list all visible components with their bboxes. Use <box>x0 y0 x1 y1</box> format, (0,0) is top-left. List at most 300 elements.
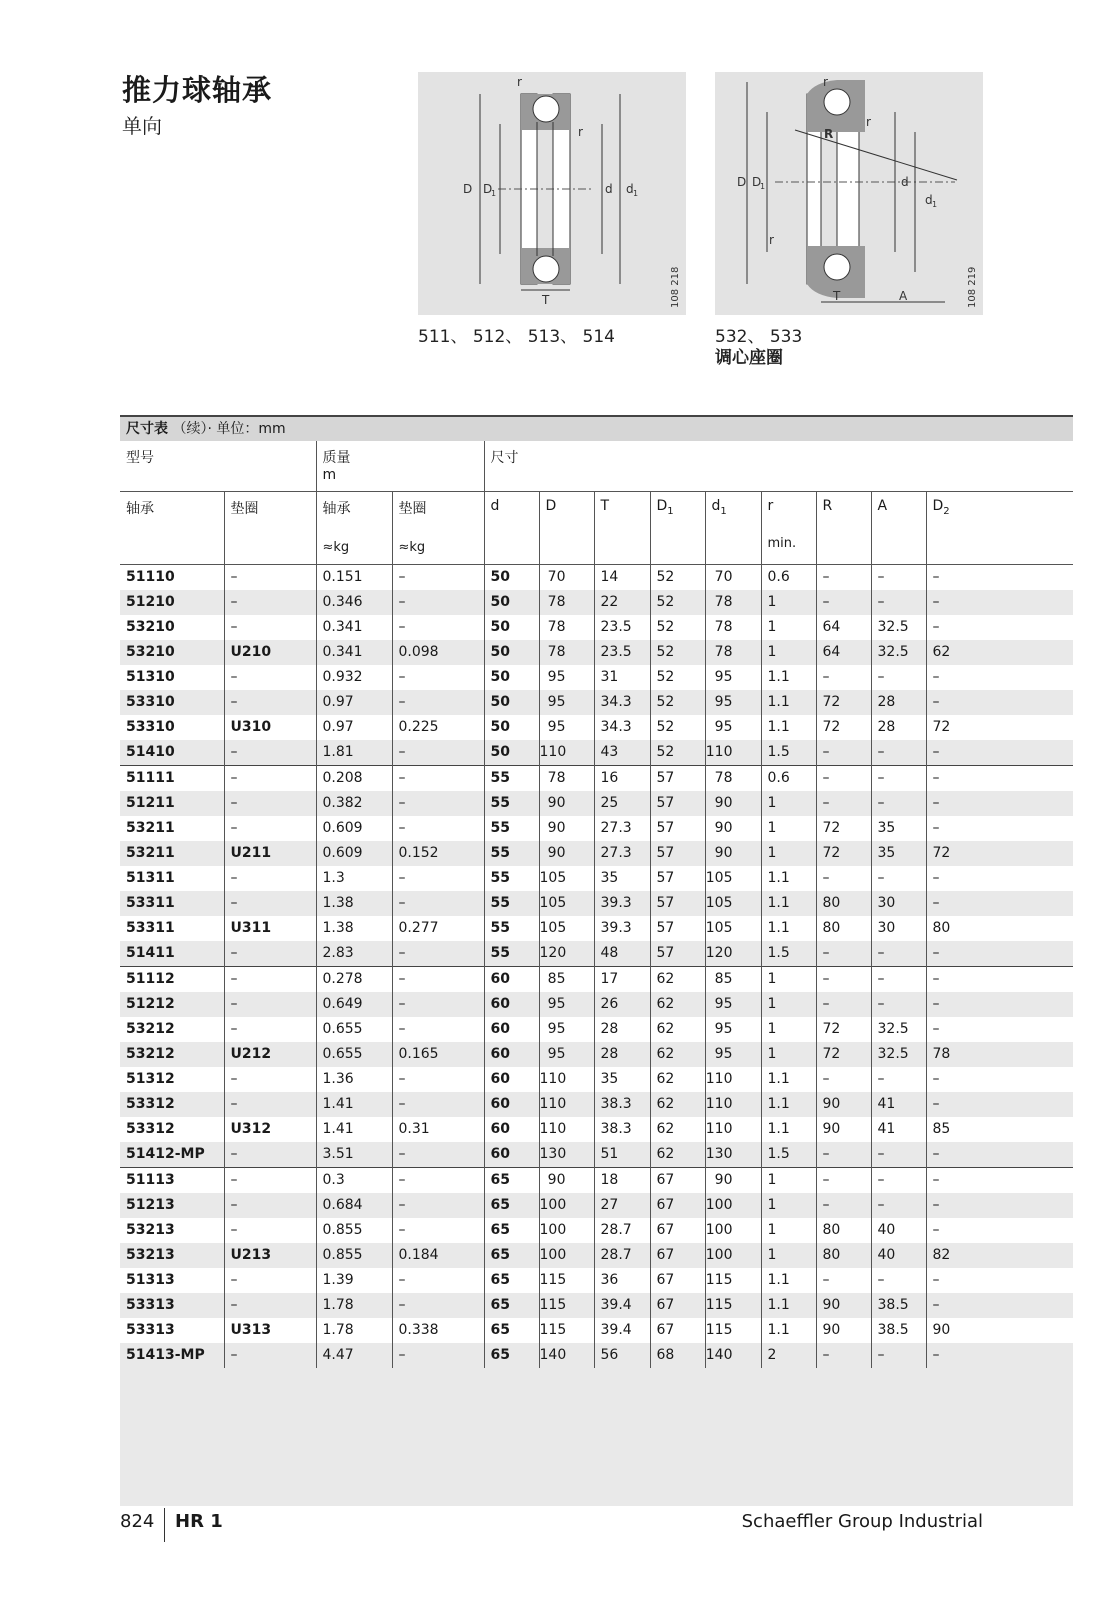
cell-washer: – <box>224 615 316 640</box>
cell-D: 120 <box>539 941 594 967</box>
cell-washer: U310 <box>224 715 316 740</box>
table-title-rest: （续）· 单位：mm <box>172 421 286 437</box>
cell-A: 38.5 <box>871 1293 926 1318</box>
cell-D1: 62 <box>650 1092 705 1117</box>
cell-d: 65 <box>484 1243 539 1268</box>
cell-D2: – <box>926 740 1073 766</box>
cell-T: 17 <box>594 967 650 993</box>
cell-d: 55 <box>484 841 539 866</box>
cell-D2: – <box>926 1218 1073 1243</box>
cell-A: 30 <box>871 891 926 916</box>
cell-R: – <box>816 1142 871 1168</box>
cell-r: 1 <box>761 1168 816 1194</box>
svg-text:r: r <box>866 115 871 129</box>
cell-D2: 80 <box>926 916 1073 941</box>
cell-A: – <box>871 665 926 690</box>
header-mass-bearing <box>316 492 392 565</box>
cell-D2: 90 <box>926 1318 1073 1343</box>
cell-A: 30 <box>871 916 926 941</box>
cell-T: 39.3 <box>594 891 650 916</box>
cell-D2: – <box>926 816 1073 841</box>
cell-d1: 90 <box>705 1168 761 1194</box>
cell-d: 65 <box>484 1168 539 1194</box>
cell-mass-washer: – <box>392 665 484 690</box>
cell-T: 35 <box>594 866 650 891</box>
header-washer: 垫圈 <box>224 492 316 565</box>
cell-D: 90 <box>539 816 594 841</box>
cell-D1: 68 <box>650 1343 705 1368</box>
svg-text:T: T <box>542 293 550 307</box>
cell-R: 80 <box>816 916 871 941</box>
cell-d: 50 <box>484 690 539 715</box>
cell-mass-washer: – <box>392 1142 484 1168</box>
cell-A: 28 <box>871 690 926 715</box>
cell-R: 72 <box>816 715 871 740</box>
table-row <box>120 715 1073 740</box>
figure-code: 108 219 <box>967 266 978 308</box>
header-T: T <box>594 492 650 565</box>
table-row <box>120 1168 1073 1194</box>
cell-D1: 52 <box>650 665 705 690</box>
cell-d: 55 <box>484 791 539 816</box>
cell-D1: 62 <box>650 1067 705 1092</box>
cell-T: 48 <box>594 941 650 967</box>
cell-d1: 95 <box>705 1042 761 1067</box>
cell-bearing: 51311 <box>126 870 175 886</box>
cell-A: – <box>871 740 926 766</box>
cell-D1: 62 <box>650 992 705 1017</box>
cell-bearing: 51213 <box>120 1193 224 1218</box>
svg-text:r: r <box>823 75 828 89</box>
table-row <box>120 640 1073 665</box>
cell-mass-bearing: 0.684 <box>316 1193 392 1218</box>
footer-divider <box>164 1508 165 1542</box>
cell-D2: – <box>926 1092 1073 1117</box>
cell-washer: – <box>224 967 316 993</box>
cell-washer: – <box>224 665 316 690</box>
cell-r: 1 <box>761 841 816 866</box>
cell-mass-bearing: 0.609 <box>316 816 392 841</box>
cell-A: 32.5 <box>871 640 926 665</box>
header-A: A <box>871 492 926 565</box>
svg-text:T: T <box>833 289 841 303</box>
cell-washer: U211 <box>224 841 316 866</box>
cell-washer: – <box>224 766 316 792</box>
cell-washer: – <box>224 866 316 891</box>
cell-d: 60 <box>484 1042 539 1067</box>
cell-D1: 52 <box>650 690 705 715</box>
cell-D1: 67 <box>650 1268 705 1293</box>
cell-d1: 115 <box>705 1318 761 1343</box>
unit-min: min. <box>767 536 797 551</box>
cell-A: – <box>871 1268 926 1293</box>
cell-D: 110 <box>539 740 594 766</box>
cell-D: 78 <box>539 615 594 640</box>
cell-mass-bearing: 0.655 <box>316 1042 392 1067</box>
table-row <box>120 615 1073 640</box>
cell-D2: 82 <box>926 1243 1073 1268</box>
cell-T: 27 <box>594 1193 650 1218</box>
cell-r: 1.1 <box>761 715 816 740</box>
cell-mass-washer: – <box>392 1168 484 1194</box>
header-bearing: 轴承 <box>120 492 224 565</box>
table-row <box>120 1243 1073 1268</box>
cell-r: 1 <box>761 590 816 615</box>
header-r <box>761 492 816 565</box>
cell-d: 60 <box>484 1117 539 1142</box>
cell-mass-bearing: 0.655 <box>316 1017 392 1042</box>
cell-bearing: 53311 <box>126 920 175 936</box>
cell-A: – <box>871 967 926 993</box>
cell-R: 64 <box>816 615 871 640</box>
cell-D: 115 <box>539 1318 594 1343</box>
cell-mass-bearing: 1.36 <box>316 1067 392 1092</box>
cell-washer: – <box>224 1193 316 1218</box>
table-row <box>120 1218 1073 1243</box>
cell-mass-washer: – <box>392 740 484 766</box>
cell-washer: – <box>224 1142 316 1168</box>
bearing-drawing-511 <box>418 72 686 315</box>
cell-r: 1 <box>761 1017 816 1042</box>
header-mass-washer <box>392 492 484 565</box>
cell-d: 65 <box>484 1343 539 1368</box>
table-row <box>120 1017 1073 1042</box>
cell-bearing: 51410 <box>120 740 224 766</box>
cell-r: 1 <box>761 1218 816 1243</box>
cell-washer: – <box>224 816 316 841</box>
cell-R: – <box>816 1067 871 1092</box>
cell-D2: – <box>926 967 1073 993</box>
cell-d: 55 <box>484 941 539 967</box>
cell-D2: – <box>926 565 1073 591</box>
cell-r: 0.6 <box>761 565 816 591</box>
table-body <box>120 565 1073 1369</box>
cell-D1: 57 <box>650 941 705 967</box>
cell-D2: – <box>926 891 1073 916</box>
cell-d: 50 <box>484 665 539 690</box>
svg-text:D: D <box>752 175 762 189</box>
table-row <box>120 916 1073 941</box>
cell-D1: 52 <box>650 740 705 766</box>
cell-T: 35 <box>594 1067 650 1092</box>
cell-T: 43 <box>594 740 650 766</box>
svg-text:1: 1 <box>491 189 497 198</box>
cell-R: 64 <box>816 640 871 665</box>
cell-mass-washer: – <box>392 1193 484 1218</box>
cell-d1: 78 <box>705 640 761 665</box>
cell-D2: – <box>926 615 1073 640</box>
cell-d: 55 <box>484 816 539 841</box>
cell-washer: – <box>224 1343 316 1368</box>
cell-D2: 72 <box>926 841 1073 866</box>
cell-bearing: 51111 <box>120 766 224 792</box>
cell-mass-bearing: 0.151 <box>316 565 392 591</box>
cell-T: 27.3 <box>594 816 650 841</box>
cell-mass-washer: 0.098 <box>392 640 484 665</box>
cell-r: 1.1 <box>761 891 816 916</box>
cell-r: 1.5 <box>761 1142 816 1168</box>
table-row <box>120 841 1073 866</box>
unit-kg: ≈kg <box>398 540 426 555</box>
cell-D: 110 <box>539 1067 594 1092</box>
section-label: HR 1 <box>175 1511 223 1532</box>
cell-D2: – <box>926 1067 1073 1092</box>
cell-d: 50 <box>484 565 539 591</box>
cell-D2: – <box>926 665 1073 690</box>
cell-d: 60 <box>484 1017 539 1042</box>
svg-text:r: r <box>517 75 522 89</box>
cell-R: 72 <box>816 841 871 866</box>
cell-D: 90 <box>539 791 594 816</box>
cell-mass-bearing: 1.78 <box>316 1293 392 1318</box>
cell-mass-bearing: 1.41 <box>316 1092 392 1117</box>
cell-d1: 110 <box>705 1092 761 1117</box>
svg-text:R: R <box>824 127 834 141</box>
cell-r: 1.1 <box>761 866 816 891</box>
cell-mass-bearing: 0.3 <box>316 1168 392 1194</box>
cell-D: 95 <box>539 715 594 740</box>
cell-D: 78 <box>539 640 594 665</box>
header-model: 型号 <box>120 441 316 492</box>
table-row <box>120 816 1073 841</box>
cell-mass-bearing: 0.346 <box>316 590 392 615</box>
table-title-main: 尺寸表 <box>126 421 168 437</box>
cell-R: 72 <box>816 816 871 841</box>
cell-D: 110 <box>539 1092 594 1117</box>
cell-mass-bearing: 0.97 <box>316 715 392 740</box>
cell-D2: – <box>926 992 1073 1017</box>
table-row <box>120 1117 1073 1142</box>
cell-washer: – <box>224 565 316 591</box>
unit-kg: ≈kg <box>322 540 350 555</box>
cell-D1: 52 <box>650 565 705 591</box>
cell-T: 28 <box>594 1017 650 1042</box>
cell-d: 55 <box>484 916 539 941</box>
cell-T: 38.3 <box>594 1092 650 1117</box>
cell-d1: 110 <box>705 740 761 766</box>
table-row <box>120 1318 1073 1343</box>
cell-T: 28 <box>594 1042 650 1067</box>
cell-mass-washer: – <box>392 590 484 615</box>
svg-text:d: d <box>626 182 634 196</box>
cell-d: 50 <box>484 590 539 615</box>
table-row <box>120 1042 1073 1067</box>
cell-D: 130 <box>539 1142 594 1168</box>
cell-mass-bearing: 1.81 <box>316 740 392 766</box>
table-row <box>120 992 1073 1017</box>
cell-mass-washer: – <box>392 690 484 715</box>
header-mass-washer-label: 垫圈 <box>398 501 427 517</box>
header-D2 <box>926 492 1073 565</box>
cell-D2: – <box>926 866 1073 891</box>
cell-r: 1 <box>761 992 816 1017</box>
cell-D2: – <box>926 1293 1073 1318</box>
cell-D1: 62 <box>650 967 705 993</box>
cell-bearing: 51312 <box>126 1071 175 1087</box>
cell-D2: – <box>926 791 1073 816</box>
cell-D: 100 <box>539 1218 594 1243</box>
cell-washer: – <box>224 1017 316 1042</box>
cell-r: 1.1 <box>761 1067 816 1092</box>
cell-mass-washer: – <box>392 1067 484 1092</box>
table-row <box>120 740 1073 766</box>
table-row <box>120 690 1073 715</box>
cell-d1: 120 <box>705 941 761 967</box>
cell-r: 1 <box>761 1243 816 1268</box>
cell-A: – <box>871 992 926 1017</box>
cell-R: 90 <box>816 1293 871 1318</box>
cell-mass-washer: – <box>392 891 484 916</box>
cell-D1: 52 <box>650 590 705 615</box>
cell-D2: – <box>926 1017 1073 1042</box>
cell-r: 1 <box>761 1193 816 1218</box>
header-mass-label: 质量 <box>322 450 351 466</box>
cell-r: 1.1 <box>761 665 816 690</box>
header-D1 <box>650 492 705 565</box>
cell-r: 1 <box>761 816 816 841</box>
cell-T: 36 <box>594 1268 650 1293</box>
cell-d1: 115 <box>705 1268 761 1293</box>
cell-D1: 62 <box>650 1117 705 1142</box>
cell-d1: 95 <box>705 992 761 1017</box>
cell-T: 14 <box>594 565 650 591</box>
svg-text:D: D <box>463 182 473 196</box>
cell-bearing: 53312 <box>120 1092 224 1117</box>
cell-D1: 52 <box>650 640 705 665</box>
cell-bearing: 51310 <box>126 669 175 685</box>
cell-D2: – <box>926 941 1073 967</box>
cell-D: 95 <box>539 690 594 715</box>
cell-A: – <box>871 866 926 891</box>
cell-r: 1.1 <box>761 1293 816 1318</box>
cell-d: 65 <box>484 1318 539 1343</box>
figure-code: 108 218 <box>670 266 681 308</box>
cell-d: 55 <box>484 866 539 891</box>
cell-R: – <box>816 1343 871 1368</box>
cell-d1: 78 <box>705 590 761 615</box>
cell-washer: U311 <box>224 916 316 941</box>
cell-R: – <box>816 1193 871 1218</box>
cell-d: 60 <box>484 1092 539 1117</box>
cell-D2: – <box>926 1142 1073 1168</box>
cell-mass-bearing: 0.649 <box>316 992 392 1017</box>
cell-r: 0.6 <box>761 766 816 792</box>
cell-bearing: 53210 <box>126 619 175 635</box>
cell-T: 34.3 <box>594 715 650 740</box>
cell-A: 38.5 <box>871 1318 926 1343</box>
dimension-grid <box>120 441 1073 1368</box>
cell-A: 41 <box>871 1117 926 1142</box>
cell-T: 16 <box>594 766 650 792</box>
cell-mass-bearing: 4.47 <box>316 1343 392 1368</box>
cell-R: 90 <box>816 1117 871 1142</box>
cell-R: – <box>816 665 871 690</box>
cell-D2: 72 <box>926 715 1073 740</box>
header-mass <box>316 441 484 492</box>
cell-D: 100 <box>539 1243 594 1268</box>
cell-bearing: 51113 <box>120 1168 224 1194</box>
cell-mass-washer: – <box>392 565 484 591</box>
cell-mass-washer: – <box>392 1092 484 1117</box>
cell-A: 40 <box>871 1218 926 1243</box>
cell-d1: 70 <box>705 565 761 591</box>
cell-T: 23.5 <box>594 640 650 665</box>
cell-R: 72 <box>816 690 871 715</box>
cell-mass-washer: 0.338 <box>392 1318 484 1343</box>
cell-A: 40 <box>871 1243 926 1268</box>
cell-washer: – <box>224 992 316 1017</box>
cell-d1: 85 <box>705 967 761 993</box>
cell-A: 32.5 <box>871 1042 926 1067</box>
table-row <box>120 1142 1073 1168</box>
cell-D: 100 <box>539 1193 594 1218</box>
cell-d1: 78 <box>705 615 761 640</box>
company-name: Schaeffler Group Industrial <box>741 1511 983 1532</box>
cell-A: – <box>871 791 926 816</box>
cell-D: 95 <box>539 1017 594 1042</box>
header-mass-symbol: m <box>322 467 337 483</box>
cell-bearing: 51211 <box>120 791 224 816</box>
cell-bearing: 53313 <box>126 1322 175 1338</box>
table-row <box>120 941 1073 967</box>
cell-D1: 67 <box>650 1243 705 1268</box>
cell-d: 65 <box>484 1218 539 1243</box>
cell-mass-washer: 0.277 <box>392 916 484 941</box>
cell-mass-bearing: 0.382 <box>316 791 392 816</box>
cell-d: 60 <box>484 1067 539 1092</box>
cell-A: 35 <box>871 816 926 841</box>
cell-D2: 85 <box>926 1117 1073 1142</box>
cell-bearing: 51411 <box>120 941 224 967</box>
cell-mass-bearing: 0.341 <box>316 640 392 665</box>
cell-d1: 90 <box>705 791 761 816</box>
cell-R: 80 <box>816 891 871 916</box>
cell-washer: U210 <box>224 640 316 665</box>
cell-T: 38.3 <box>594 1117 650 1142</box>
cell-d1: 140 <box>705 1343 761 1368</box>
cell-washer: – <box>224 1268 316 1293</box>
cell-D: 95 <box>539 665 594 690</box>
cell-D1: 57 <box>650 891 705 916</box>
cell-bearing: 53310 <box>120 690 224 715</box>
cell-d1: 115 <box>705 1293 761 1318</box>
cell-D: 110 <box>539 1117 594 1142</box>
table-row <box>120 1067 1073 1092</box>
header-d1-label: $d_1$ <box>711 498 727 517</box>
cell-mass-washer: 0.184 <box>392 1243 484 1268</box>
table-row <box>120 766 1073 792</box>
cell-mass-washer: 0.225 <box>392 715 484 740</box>
figure-caption-left: 511、 512、 513、 514 <box>418 327 616 347</box>
cell-D: 105 <box>539 916 594 941</box>
cell-bearing: 51112 <box>120 967 224 993</box>
table-row <box>120 665 1073 690</box>
table-row <box>120 590 1073 615</box>
cell-r: 1 <box>761 640 816 665</box>
cell-T: 18 <box>594 1168 650 1194</box>
svg-text:D: D <box>737 175 747 189</box>
bearing-drawing-532 <box>715 72 983 315</box>
header-D: D <box>539 492 594 565</box>
cell-R: 90 <box>816 1318 871 1343</box>
cell-mass-washer: – <box>392 615 484 640</box>
cell-bearing: 53310 <box>126 719 175 735</box>
cell-T: 39.4 <box>594 1318 650 1343</box>
figure-single-direction-bearing <box>418 72 686 315</box>
cell-mass-washer: – <box>392 992 484 1017</box>
cell-R: – <box>816 941 871 967</box>
cell-D1: 57 <box>650 766 705 792</box>
